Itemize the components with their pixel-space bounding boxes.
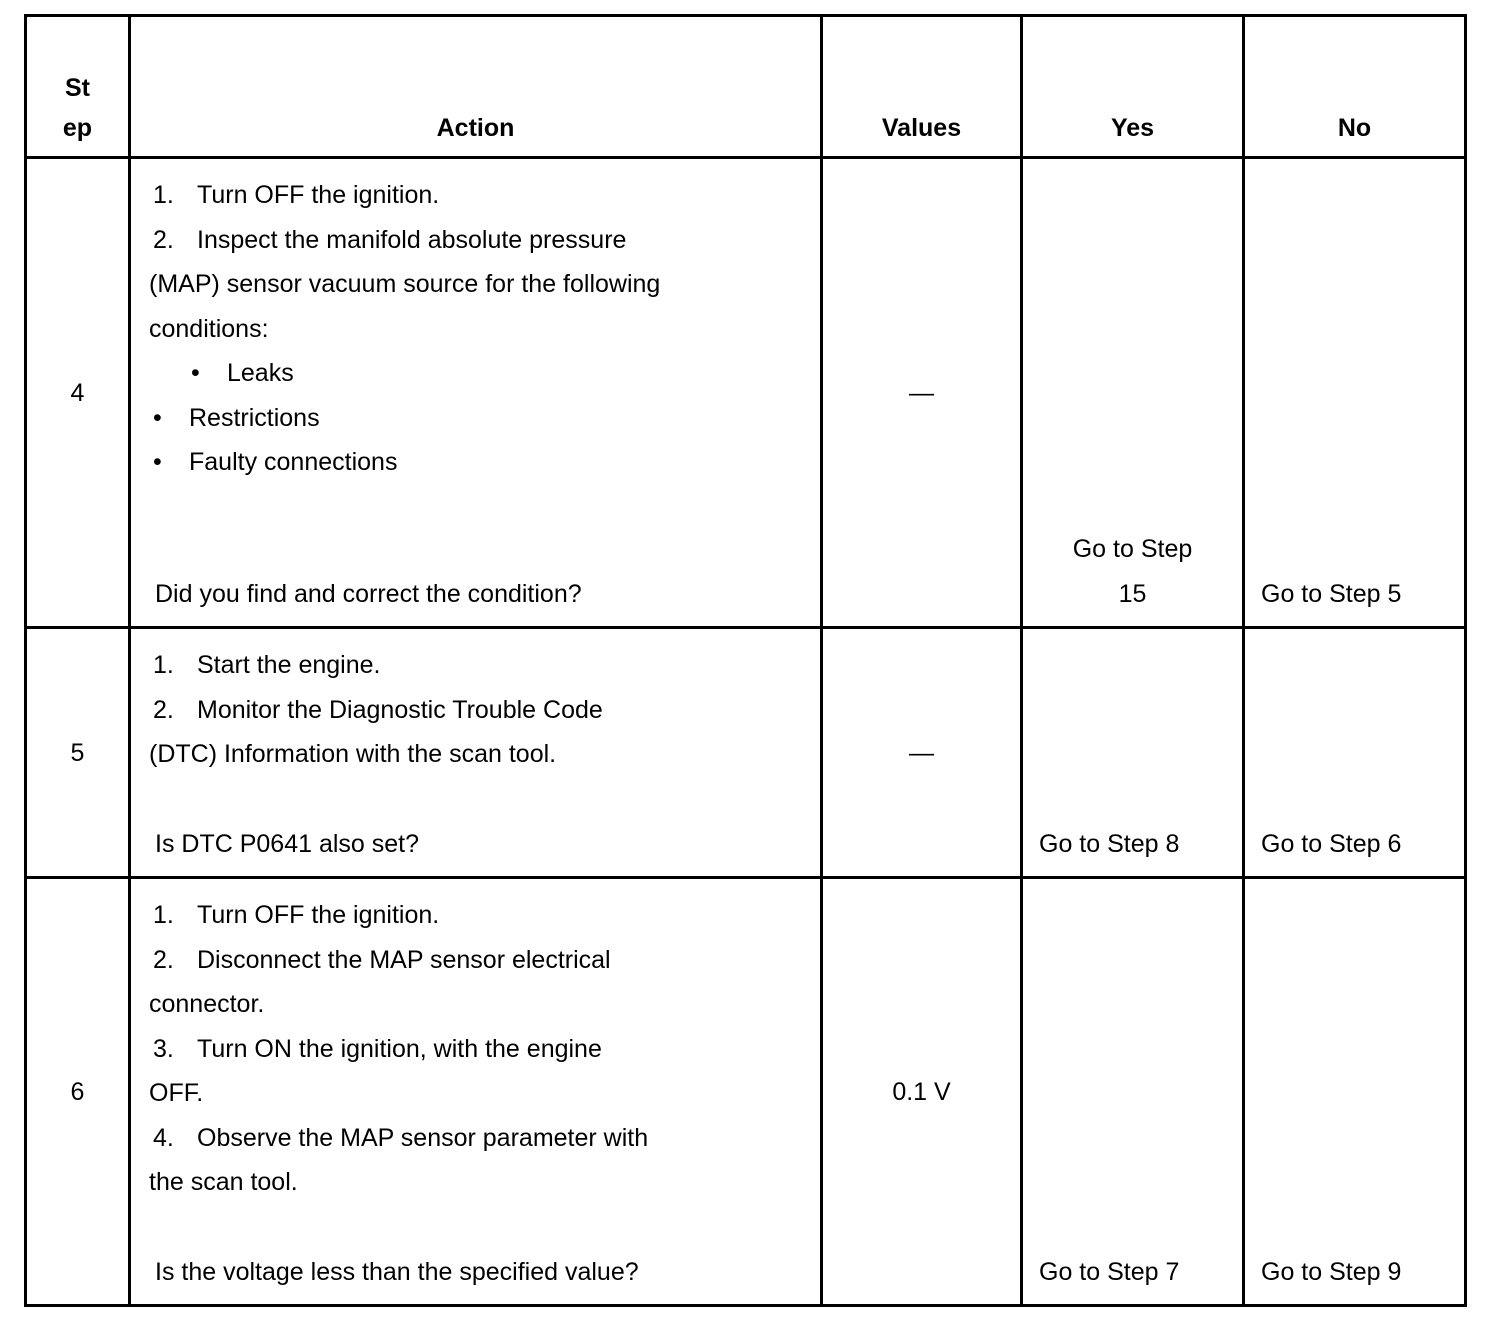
value-text: — <box>909 738 934 767</box>
step-cell <box>26 158 130 628</box>
no-text: Go to Step 9 <box>1261 1257 1402 1286</box>
yes-text: Go to Step 15 <box>1072 535 1193 608</box>
values-cell <box>822 878 1022 1306</box>
action-continuation: the scan tool. <box>149 1168 298 1196</box>
action-item: 2. Disconnect the MAP sensor electrical <box>153 945 611 974</box>
no-cell <box>1244 158 1466 628</box>
action-list <box>149 173 800 485</box>
yes-text: Go to Step 7 <box>1039 1257 1180 1286</box>
action-item: 2. Inspect the manifold absolute pressure <box>153 225 627 254</box>
header-row <box>26 16 1466 158</box>
header-action: Action <box>130 16 822 158</box>
table-row-step-5 <box>26 628 1466 878</box>
bullet-item: • Faulty connections <box>153 448 398 476</box>
action-item: 1. Turn OFF the ignition. <box>153 181 440 209</box>
diagnostic-table <box>24 14 1467 1307</box>
no-cell <box>1244 878 1466 1306</box>
action-continuation: (MAP) sensor vacuum source for the following <box>149 270 661 298</box>
no-text: Go to Step 6 <box>1261 829 1402 858</box>
table-row-step-6 <box>26 878 1466 1306</box>
question-text: Is DTC P0641 also set? <box>155 829 420 858</box>
action-cell <box>130 878 822 1306</box>
yes-cell <box>1022 158 1244 628</box>
step-cell <box>26 878 130 1306</box>
yes-cell <box>1022 628 1244 878</box>
header-yes: Yes <box>1022 16 1244 158</box>
value-text: — <box>909 378 934 407</box>
yes-text: Go to Step 8 <box>1039 829 1180 858</box>
header-values: Values <box>822 16 1022 158</box>
action-cell <box>130 158 822 628</box>
yes-cell <box>1022 878 1244 1306</box>
action-item: 1. Turn OFF the ignition. <box>153 901 440 929</box>
header-no: No <box>1244 16 1466 158</box>
action-continuation: conditions: <box>149 314 269 343</box>
table-row-step-4 <box>26 158 1466 628</box>
action-list <box>149 893 800 1205</box>
header-step <box>26 16 130 158</box>
step-number: 4 <box>70 378 85 407</box>
value-text: 0.1 V <box>892 1077 951 1106</box>
action-item: 1. Start the engine. <box>153 651 381 679</box>
header-step-line2: ep <box>62 114 93 142</box>
action-item: 3. Turn ON the ignition, with the engine <box>153 1034 602 1063</box>
action-item: 2. Monitor the Diagnostic Trouble Code <box>153 695 603 724</box>
header-step-line1: St <box>65 74 90 102</box>
values-cell <box>822 628 1022 878</box>
action-continuation: connector. <box>149 990 265 1018</box>
step-number: 5 <box>70 738 85 767</box>
question-text: Is the voltage less than the specified value? <box>155 1257 639 1286</box>
step-cell <box>26 628 130 878</box>
bullet-item: • Leaks <box>191 359 294 387</box>
action-item: 4. Observe the MAP sensor parameter with <box>153 1123 649 1152</box>
action-cell <box>130 628 822 878</box>
question-text: Did you find and correct the condition? <box>155 579 582 608</box>
no-cell <box>1244 628 1466 878</box>
bullet-item: • Restrictions <box>153 403 320 432</box>
action-continuation: (DTC) Information with the scan tool. <box>149 740 557 768</box>
action-continuation: OFF. <box>149 1079 204 1107</box>
no-text: Go to Step 5 <box>1261 579 1402 608</box>
step-number: 6 <box>70 1077 85 1106</box>
action-list <box>149 643 800 777</box>
values-cell <box>822 158 1022 628</box>
